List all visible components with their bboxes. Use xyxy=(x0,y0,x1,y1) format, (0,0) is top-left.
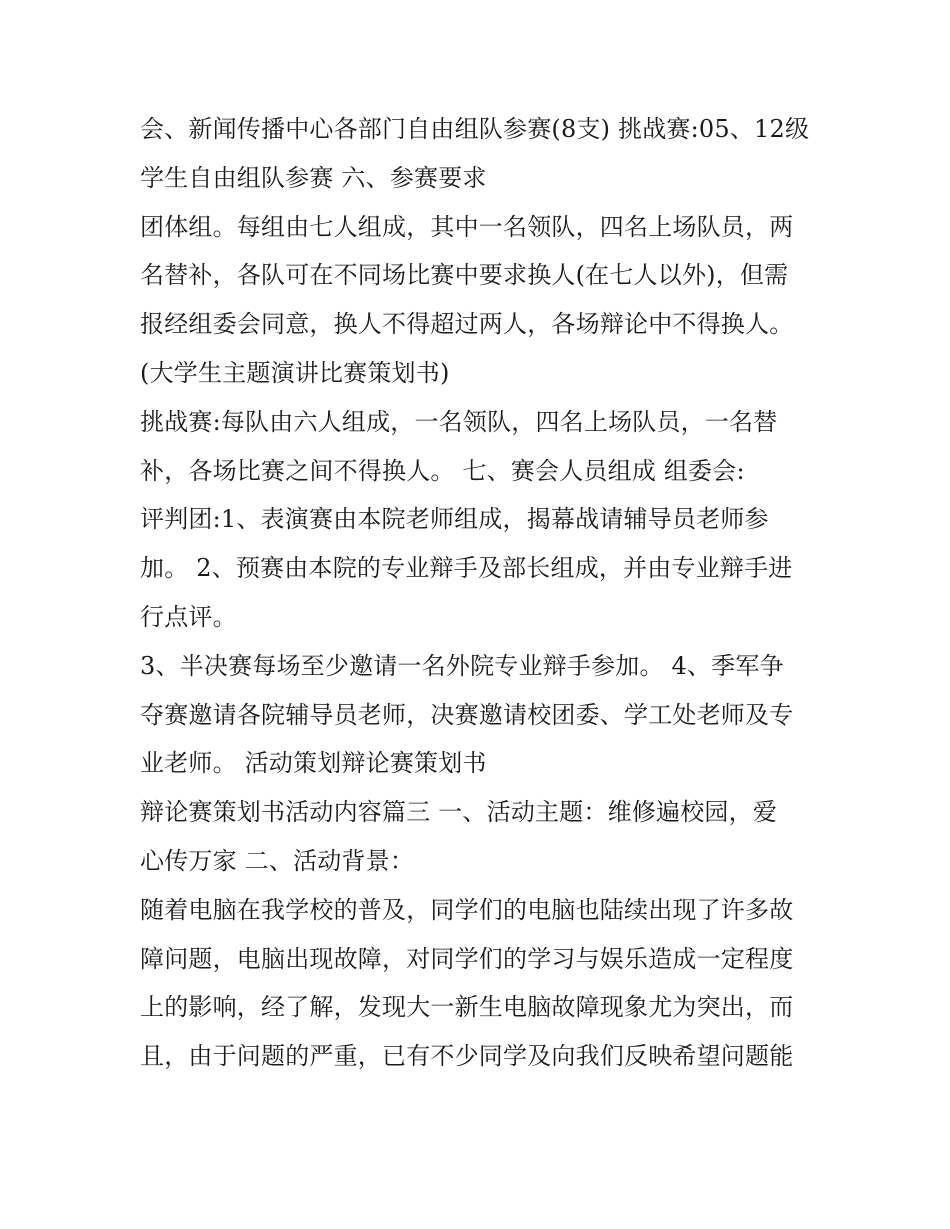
document-body xyxy=(140,105,830,1081)
text-line: 业老师。 活动策划辩论赛策划书 xyxy=(140,749,487,778)
text-line: 报经组委会同意，换人不得超过两人，各场辩论中不得换人。 xyxy=(140,310,794,339)
text-line: 学生自由组队参赛 六、参赛要求 xyxy=(140,163,487,192)
text-line: 补，各场比赛之间不得换人。 七、赛会人员组成 组委会: xyxy=(140,456,745,485)
text-line: (大学生主题演讲比赛策划书) xyxy=(140,358,450,387)
text-line: 3、半决赛每场至少邀请一名外院专业辩手参加。 4、季军争 xyxy=(140,651,784,680)
text-line: 辩论赛策划书活动内容篇三 一、活动主题：维修遍校园，爱 xyxy=(140,798,778,827)
text-line: 上的影响，经了解，发现大一新生电脑故障现象尤为突出，而 xyxy=(140,993,794,1022)
text-line: 行点评。 xyxy=(140,602,237,631)
text-line: 挑战赛:每队由六人组成，一名领队，四名上场队员，一名替 xyxy=(140,407,778,436)
text-line: 且，由于问题的严重，已有不少同学及向我们反映希望问题能 xyxy=(140,1042,794,1071)
text-line: 评判团:1、表演赛由本院老师组成，揭幕战请辅导员老师参 xyxy=(140,505,769,534)
text-line: 障问题，电脑出现故障，对同学们的学习与娱乐造成一定程度 xyxy=(140,944,794,973)
text-line: 心传万家 二、活动背景： xyxy=(140,846,415,875)
text-line: 团体组。每组由七人组成，其中一名领队，四名上场队员，两 xyxy=(140,212,794,241)
text-line: 随着电脑在我学校的普及，同学们的电脑也陆续出现了许多故 xyxy=(140,895,794,924)
text-line: 夺赛邀请各院辅导员老师，决赛邀请校团委、学工处老师及专 xyxy=(140,700,794,729)
text-line: 加。 2、预赛由本院的专业辩手及部长组成，并由专业辩手进 xyxy=(140,554,793,583)
text-line: 会、新闻传播中心各部门自由组队参赛(8支) 挑战赛:05、12级 xyxy=(140,115,810,143)
text-line: 名替补，各队可在不同场比赛中要求换人(在七人以外)，但需 xyxy=(140,261,789,290)
